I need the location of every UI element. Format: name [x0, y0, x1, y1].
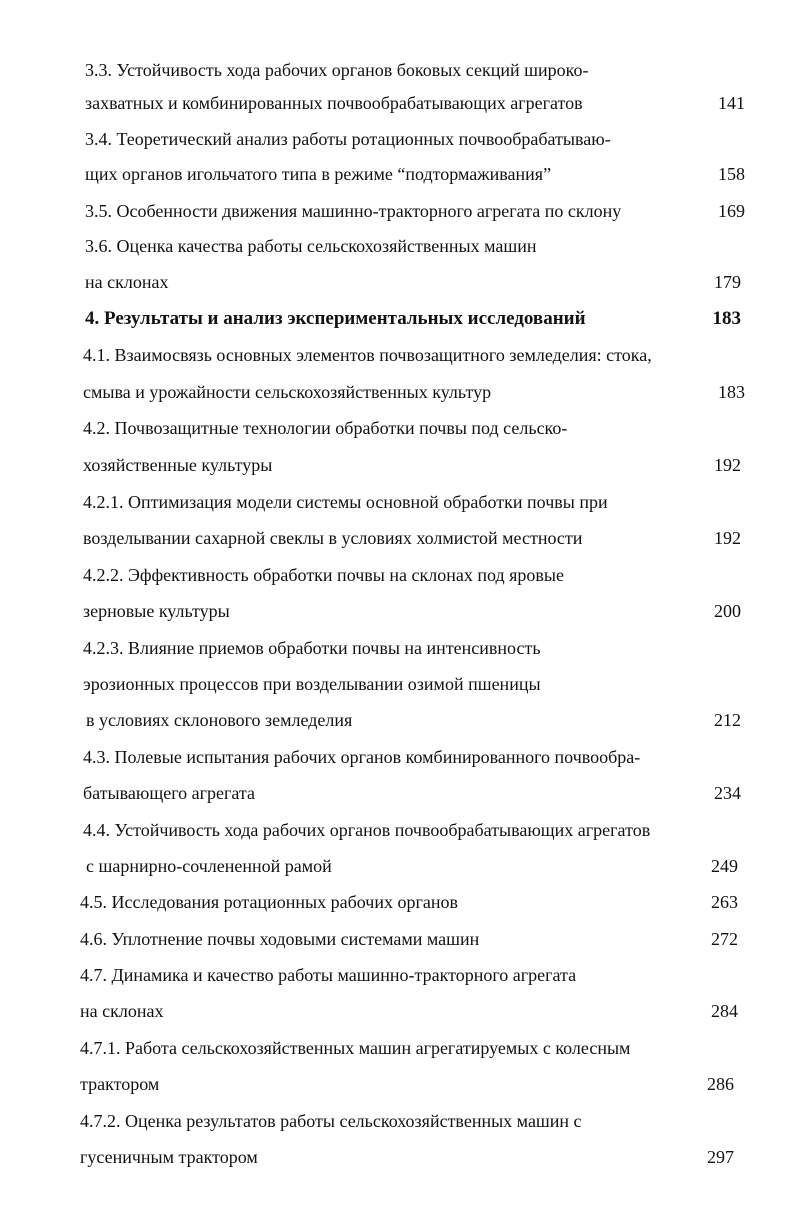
toc-line: [0, 851, 793, 881]
toc-page-number: 297: [707, 1147, 734, 1167]
toc-entry-text: с шарнирно-сочлененной рамой: [86, 856, 332, 876]
toc-line: [0, 267, 793, 297]
toc-line: [0, 596, 793, 626]
toc-entry-text: 4.5. Исследования ротационных рабочих органов: [80, 892, 458, 912]
toc-page-number: 234: [714, 783, 741, 803]
toc-line: [0, 1069, 793, 1099]
toc-line: [0, 159, 793, 189]
toc-entry-text: 4.7.2. Оценка результатов работы сельскохозяйственных машин с: [80, 1111, 582, 1131]
toc-page-number: 192: [714, 528, 741, 548]
toc-entry-text: 4.6. Уплотнение почвы ходовыми системами машин: [80, 929, 480, 949]
toc-line: [0, 523, 793, 553]
toc-entry-text: щих органов игольчатого типа в режиме “подтормаживания”: [85, 164, 552, 184]
toc-entry-text: захватных и комбинированных почвообрабатывающих агрегатов: [85, 93, 583, 113]
toc-entry-text: смыва и урожайности сельскохозяйственных культур: [83, 382, 492, 402]
toc-entry-text: 4.2.3. Влияние приемов обработки почвы на интенсивность: [83, 638, 541, 658]
toc-page-number: 272: [711, 929, 738, 949]
toc-entry-text: эрозионных процессов при возделывании озимой пшеницы: [83, 674, 541, 694]
toc-line: [0, 924, 793, 954]
toc-line: [0, 633, 793, 663]
toc-entry-text: 4.2.2. Эффективность обработки почвы на склонах под яровые: [83, 565, 564, 585]
toc-entry-text: трактором: [80, 1074, 160, 1094]
toc-entry-text: 3.3. Устойчивость хода рабочих органов боковых секций широко-: [85, 60, 589, 80]
toc-line: [0, 887, 793, 917]
toc-line: [0, 669, 793, 699]
toc-page-number: 200: [714, 601, 741, 621]
toc-line: [0, 340, 793, 370]
toc-page-number: 183: [712, 308, 741, 329]
toc-line: [0, 124, 793, 154]
toc-line: [0, 742, 793, 772]
toc-line-chapter: [0, 304, 793, 334]
toc-page-number: 141: [718, 93, 745, 113]
toc-page-number: 284: [711, 1001, 738, 1021]
toc-line: [0, 1106, 793, 1136]
toc-line: [0, 231, 793, 261]
toc-line: [0, 55, 793, 85]
toc-line: [0, 377, 793, 407]
toc-entry-text: 4.3. Полевые испытания рабочих органов комбинированного почвообра-: [83, 747, 641, 767]
toc-entry-text: хозяйственные культуры: [83, 455, 273, 475]
toc-page-number: 263: [711, 892, 738, 912]
toc-line: [0, 960, 793, 990]
toc-line: [0, 487, 793, 517]
toc-line: [0, 815, 793, 845]
toc-line: [0, 996, 793, 1026]
toc-page-number: 212: [714, 710, 741, 730]
toc-line: [0, 778, 793, 808]
toc-line: [0, 1033, 793, 1063]
toc-page-number: 192: [714, 455, 741, 475]
toc-page-number: 183: [718, 382, 745, 402]
toc-line: [0, 1142, 793, 1172]
toc-page-number: 286: [707, 1074, 734, 1094]
toc-entry-text: в условиях склонового земледелия: [86, 710, 353, 730]
toc-line: [0, 450, 793, 480]
toc-line: [0, 705, 793, 735]
toc-entry-text: 4.2.1. Оптимизация модели системы основной обработки почвы при: [83, 492, 608, 512]
toc-entry-text: 3.5. Особенности движения машинно-тракторного агрегата по склону: [85, 201, 622, 221]
toc-entry-text: на склонах: [80, 1001, 164, 1021]
toc-entry-text: 4.4. Устойчивость хода рабочих органов почвообрабатывающих агрегатов: [83, 820, 651, 840]
toc-entry-text: возделывании сахарной свеклы в условиях холмистой местности: [83, 528, 583, 548]
toc-entry-text: 4.7.1. Работа сельскохозяйственных машин агрегатируемых с колесным: [80, 1038, 631, 1058]
toc-entry-text: 3.4. Теоретический анализ работы ротационных почвообрабатываю-: [85, 129, 611, 149]
toc-page-number: 169: [718, 201, 745, 221]
toc-line: [0, 560, 793, 590]
toc-line: [0, 196, 793, 226]
toc-entry-text: на склонах: [85, 272, 169, 292]
toc-entry-text: батывающего агрегата: [83, 783, 255, 803]
toc-page-number: 158: [718, 164, 745, 184]
toc-line: [0, 88, 793, 118]
toc-page-number: 179: [714, 272, 741, 292]
toc-entry-text: зерновые культуры: [83, 601, 230, 621]
toc-page-number: 249: [711, 856, 738, 876]
toc-entry-text: 4.2. Почвозащитные технологии обработки почвы под сельско-: [83, 418, 568, 438]
toc-entry-text: 4.7. Динамика и качество работы машинно-тракторного агрегата: [80, 965, 577, 985]
toc-line: [0, 413, 793, 443]
toc-entry-text: 4.1. Взаимосвязь основных элементов почвозащитного земледелия: стока,: [83, 345, 652, 365]
toc-entry-text: 3.6. Оценка качества работы сельскохозяйственных машин: [85, 236, 537, 256]
toc-chapter-title: 4. Результаты и анализ экспериментальных исследований: [85, 308, 586, 329]
toc-entry-text: гусеничным трактором: [80, 1147, 258, 1167]
